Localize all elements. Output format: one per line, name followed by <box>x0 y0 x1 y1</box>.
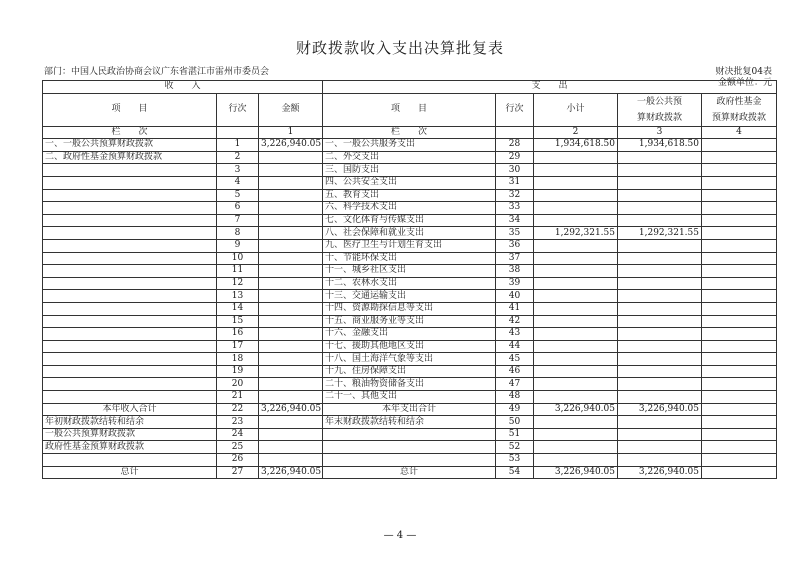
expense-subtotal-cell <box>534 277 618 290</box>
income-amount-cell <box>259 290 323 303</box>
expense-item-cell: 七、文化体育与传媒支出 <box>323 214 496 227</box>
expense-fund-cell <box>702 189 777 202</box>
table-row <box>43 164 777 177</box>
col-4: 4 <box>702 126 777 139</box>
expense-fund-cell <box>702 277 777 290</box>
income-amount-cell <box>259 227 323 240</box>
income-amount-cell <box>259 239 323 252</box>
income-item-cell <box>43 365 217 378</box>
income-item-cell <box>43 252 217 265</box>
income-item-cell <box>43 227 217 240</box>
expense-item-cell: 年末财政拨款结转和结余 <box>323 416 496 429</box>
expense-subtotal-cell <box>534 151 618 164</box>
expense-general-cell: 3,226,940.05 <box>618 466 702 479</box>
income-amount-cell <box>259 353 323 366</box>
expense-row-no-cell: 51 <box>496 428 534 441</box>
expense-row-no-cell: 52 <box>496 441 534 454</box>
income-item-cell <box>43 454 217 467</box>
table-row <box>43 454 777 467</box>
income-item-cell: 本年收入合计 <box>43 403 217 416</box>
expense-item-cell: 三、国防支出 <box>323 164 496 177</box>
income-item-cell <box>43 290 217 303</box>
expense-general-cell <box>618 378 702 391</box>
income-row-no-cell: 17 <box>217 340 259 353</box>
expense-row-no-cell: 41 <box>496 302 534 315</box>
expense-general-cell <box>618 214 702 227</box>
expense-fund-cell <box>702 265 777 278</box>
expense-subtotal-cell <box>534 391 618 404</box>
income-row-no-cell: 12 <box>217 277 259 290</box>
income-item-cell <box>43 265 217 278</box>
income-row-no-cell: 16 <box>217 328 259 341</box>
income-item-cell <box>43 277 217 290</box>
form-code: 财决批复04表 <box>715 67 772 77</box>
income-amount-cell <box>259 151 323 164</box>
expense-subtotal-cell <box>534 239 618 252</box>
expense-subtotal-cell <box>534 252 618 265</box>
expense-row-no-cell: 38 <box>496 265 534 278</box>
expense-row-no-cell: 49 <box>496 403 534 416</box>
expense-row-no-cell: 36 <box>496 239 534 252</box>
expense-subtotal-cell: 1,934,618.50 <box>534 139 618 152</box>
expense-item-cell: 本年支出合计 <box>323 403 496 416</box>
income-row-no-cell: 25 <box>217 441 259 454</box>
income-row-no-cell: 15 <box>217 315 259 328</box>
table-row <box>43 214 777 227</box>
income-amount-cell <box>259 252 323 265</box>
expense-item-cell: 四、公共安全支出 <box>323 176 496 189</box>
expense-subtotal-cell <box>534 302 618 315</box>
expense-item-cell: 二十、粮油物资储备支出 <box>323 378 496 391</box>
income-row-no-cell: 27 <box>217 466 259 479</box>
table-row <box>43 176 777 189</box>
expense-row-no-cell: 30 <box>496 164 534 177</box>
col-3: 3 <box>618 126 702 139</box>
expense-row-no-cell: 29 <box>496 151 534 164</box>
expense-item-cell: 一、一般公共服务支出 <box>323 139 496 152</box>
income-amount-cell <box>259 391 323 404</box>
expense-fund-cell <box>702 365 777 378</box>
income-item-cell: 年初财政拨款结转和结余 <box>43 416 217 429</box>
expense-row-no-cell: 32 <box>496 189 534 202</box>
table-row <box>43 290 777 303</box>
expense-fund-cell <box>702 378 777 391</box>
expense-subtotal-cell <box>534 454 618 467</box>
expense-item-cell: 十六、金融支出 <box>323 328 496 341</box>
expense-subtotal-cell <box>534 189 618 202</box>
income-item-cell <box>43 164 217 177</box>
income-item-cell <box>43 202 217 215</box>
expense-subtotal-cell: 3,226,940.05 <box>534 403 618 416</box>
expense-fund-cell <box>702 340 777 353</box>
expense-subtotal-cell <box>534 164 618 177</box>
unit-label: 金额单位：元 <box>717 78 772 88</box>
income-row-no-cell: 23 <box>217 416 259 429</box>
expense-general-cell: 1,934,618.50 <box>618 139 702 152</box>
table-row <box>43 353 777 366</box>
expense-row-no-cell: 42 <box>496 315 534 328</box>
income-amount-cell <box>259 202 323 215</box>
subtotal-header: 小计 <box>534 93 618 126</box>
income-row-no-cell: 2 <box>217 151 259 164</box>
expense-subtotal-cell <box>534 265 618 278</box>
income-item-cell <box>43 353 217 366</box>
table-row <box>43 428 777 441</box>
table-row <box>43 302 777 315</box>
expense-fund-cell <box>702 416 777 429</box>
expense-fund-cell <box>702 290 777 303</box>
expense-item-cell: 十五、商业服务业等支出 <box>323 315 496 328</box>
table-row <box>43 151 777 164</box>
expense-fund-cell <box>702 328 777 341</box>
income-row-no-cell: 19 <box>217 365 259 378</box>
expense-general-cell <box>618 302 702 315</box>
expense-fund-cell <box>702 353 777 366</box>
expense-fund-cell <box>702 214 777 227</box>
expense-fund-cell <box>702 403 777 416</box>
expense-subtotal-cell <box>534 315 618 328</box>
income-item-cell: 二、政府性基金预算财政拨款 <box>43 151 217 164</box>
expense-item-cell <box>323 441 496 454</box>
expense-fund-cell <box>702 441 777 454</box>
expense-fund-cell <box>702 454 777 467</box>
income-col-label: 栏 次 <box>43 126 217 139</box>
expense-general-cell <box>618 151 702 164</box>
expense-general-cell <box>618 164 702 177</box>
income-row-no-header: 行次 <box>217 93 259 126</box>
expense-item-cell: 十二、农林水支出 <box>323 277 496 290</box>
expense-item-cell: 十、节能环保支出 <box>323 252 496 265</box>
expense-item-cell: 五、教育支出 <box>323 189 496 202</box>
expense-general-cell <box>618 340 702 353</box>
expense-row-no-cell: 28 <box>496 139 534 152</box>
expense-fund-cell <box>702 302 777 315</box>
income-amount-cell <box>259 164 323 177</box>
income-item-cell: 一般公共预算财政拨款 <box>43 428 217 441</box>
income-item-header: 项 目 <box>43 93 217 126</box>
expense-item-cell: 十三、交通运输支出 <box>323 290 496 303</box>
expense-col-label: 栏 次 <box>323 126 496 139</box>
expense-row-no-cell: 35 <box>496 227 534 240</box>
expense-fund-cell <box>702 164 777 177</box>
expense-fund-cell <box>702 428 777 441</box>
income-amount-cell <box>259 302 323 315</box>
table-row <box>43 340 777 353</box>
expense-subtotal-cell <box>534 328 618 341</box>
expense-fund-cell <box>702 315 777 328</box>
expense-col-no-blank <box>496 126 534 139</box>
expense-general-cell <box>618 428 702 441</box>
expense-general-cell <box>618 353 702 366</box>
expense-subtotal-cell <box>534 202 618 215</box>
expense-item-cell: 十一、城乡社区支出 <box>323 265 496 278</box>
income-row-no-cell: 26 <box>217 454 259 467</box>
income-amount-cell <box>259 340 323 353</box>
expense-subtotal-cell <box>534 441 618 454</box>
income-row-no-cell: 5 <box>217 189 259 202</box>
expense-general-cell <box>618 265 702 278</box>
income-row-no-cell: 21 <box>217 391 259 404</box>
income-row-no-cell: 7 <box>217 214 259 227</box>
income-row-no-cell: 20 <box>217 378 259 391</box>
expense-item-cell: 八、社会保障和就业支出 <box>323 227 496 240</box>
income-amount-cell <box>259 315 323 328</box>
expense-item-cell <box>323 428 496 441</box>
income-amount-cell: 3,226,940.05 <box>259 466 323 479</box>
expense-row-no-cell: 33 <box>496 202 534 215</box>
expense-general-cell <box>618 189 702 202</box>
col-1: 1 <box>259 126 323 139</box>
expense-row-no-cell: 50 <box>496 416 534 429</box>
expense-row-no-cell: 48 <box>496 391 534 404</box>
income-amount-header: 金额 <box>259 93 323 126</box>
expense-subtotal-cell <box>534 176 618 189</box>
expense-general-cell <box>618 416 702 429</box>
income-item-cell <box>43 378 217 391</box>
expense-general-cell <box>618 365 702 378</box>
table-row <box>43 239 777 252</box>
income-item-cell <box>43 302 217 315</box>
expense-general-cell <box>618 328 702 341</box>
income-amount-cell <box>259 189 323 202</box>
expense-item-cell: 十七、援助其他地区支出 <box>323 340 496 353</box>
expense-fund-cell <box>702 227 777 240</box>
col-2: 2 <box>534 126 618 139</box>
table-row <box>43 277 777 290</box>
expense-general-cell: 1,292,321.55 <box>618 227 702 240</box>
expense-fund-cell <box>702 202 777 215</box>
expense-general-cell <box>618 176 702 189</box>
expense-row-no-cell: 39 <box>496 277 534 290</box>
page-title: 财政拨款收入支出决算批复表 <box>295 39 504 57</box>
expense-row-no-cell: 54 <box>496 466 534 479</box>
expense-section-header: 支 出 <box>323 81 777 94</box>
expense-subtotal-cell <box>534 290 618 303</box>
expense-item-cell: 二十一、其他支出 <box>323 391 496 404</box>
expense-fund-cell <box>702 239 777 252</box>
table-row <box>43 391 777 404</box>
table-row <box>43 378 777 391</box>
income-amount-cell <box>259 378 323 391</box>
expense-general-cell <box>618 391 702 404</box>
table-row <box>43 466 777 479</box>
income-row-no-cell: 9 <box>217 239 259 252</box>
expense-subtotal-cell <box>534 416 618 429</box>
expense-general-cell <box>618 252 702 265</box>
expense-item-cell <box>323 454 496 467</box>
expense-general-cell <box>618 277 702 290</box>
income-item-cell <box>43 391 217 404</box>
income-row-no-cell: 6 <box>217 202 259 215</box>
table-row <box>43 315 777 328</box>
expense-general-cell <box>618 290 702 303</box>
income-item-cell <box>43 315 217 328</box>
income-amount-cell <box>259 365 323 378</box>
income-item-cell: 总计 <box>43 466 217 479</box>
income-item-cell: 一、一般公共预算财政拨款 <box>43 139 217 152</box>
expense-fund-cell <box>702 139 777 152</box>
table-row <box>43 265 777 278</box>
table-row <box>43 416 777 429</box>
table-row <box>43 139 777 152</box>
expense-row-no-cell: 44 <box>496 340 534 353</box>
income-amount-cell: 3,226,940.05 <box>259 403 323 416</box>
expense-subtotal-cell <box>534 365 618 378</box>
fund-budget-header: 政府性基金 预算财政拨款 <box>702 93 777 126</box>
income-amount-cell <box>259 441 323 454</box>
table-row <box>43 328 777 341</box>
income-amount-cell <box>259 428 323 441</box>
income-amount-cell: 3,226,940.05 <box>259 139 323 152</box>
department-label: 部门：中国人民政治协商会议广东省湛江市雷州市委员会 <box>44 67 270 77</box>
table-row <box>43 365 777 378</box>
income-item-cell <box>43 214 217 227</box>
expense-row-no-header: 行次 <box>496 93 534 126</box>
income-row-no-cell: 4 <box>217 176 259 189</box>
expense-row-no-cell: 37 <box>496 252 534 265</box>
page-number: — 4 — <box>383 530 417 541</box>
table-row <box>43 189 777 202</box>
expense-fund-cell <box>702 466 777 479</box>
income-section-header: 收 入 <box>43 81 323 94</box>
income-item-cell <box>43 189 217 202</box>
expense-fund-cell <box>702 176 777 189</box>
table-row <box>43 227 777 240</box>
expense-item-cell: 十四、资源勘探信息等支出 <box>323 302 496 315</box>
expense-fund-cell <box>702 252 777 265</box>
income-row-no-cell: 22 <box>217 403 259 416</box>
expense-row-no-cell: 31 <box>496 176 534 189</box>
expense-row-no-cell: 47 <box>496 378 534 391</box>
expense-subtotal-cell <box>534 214 618 227</box>
expense-item-cell: 总计 <box>323 466 496 479</box>
income-item-cell <box>43 176 217 189</box>
income-item-cell <box>43 340 217 353</box>
income-row-no-cell: 3 <box>217 164 259 177</box>
expense-general-cell <box>618 239 702 252</box>
income-amount-cell <box>259 265 323 278</box>
income-row-no-cell: 18 <box>217 353 259 366</box>
income-item-cell: 政府性基金预算财政拨款 <box>43 441 217 454</box>
income-amount-cell <box>259 214 323 227</box>
expense-subtotal-cell <box>534 353 618 366</box>
expense-subtotal-cell: 1,292,321.55 <box>534 227 618 240</box>
expense-item-cell: 六、科学技术支出 <box>323 202 496 215</box>
expense-row-no-cell: 43 <box>496 328 534 341</box>
expense-row-no-cell: 34 <box>496 214 534 227</box>
income-item-cell <box>43 328 217 341</box>
expense-item-cell: 十九、住房保障支出 <box>323 365 496 378</box>
income-row-no-cell: 10 <box>217 252 259 265</box>
table-row <box>43 202 777 215</box>
income-row-no-cell: 1 <box>217 139 259 152</box>
budget-table <box>42 80 777 479</box>
income-row-no-cell: 11 <box>217 265 259 278</box>
expense-fund-cell <box>702 151 777 164</box>
expense-general-cell: 3,226,940.05 <box>618 403 702 416</box>
income-row-no-cell: 14 <box>217 302 259 315</box>
expense-general-cell <box>618 202 702 215</box>
table-row <box>43 403 777 416</box>
expense-subtotal-cell <box>534 340 618 353</box>
income-amount-cell <box>259 176 323 189</box>
income-col-no-blank <box>217 126 259 139</box>
expense-general-cell <box>618 454 702 467</box>
table-row <box>43 441 777 454</box>
table-body <box>43 139 777 479</box>
income-amount-cell <box>259 328 323 341</box>
expense-general-cell <box>618 315 702 328</box>
expense-subtotal-cell: 3,226,940.05 <box>534 466 618 479</box>
income-row-no-cell: 24 <box>217 428 259 441</box>
table-row <box>43 252 777 265</box>
general-budget-header: 一般公共预 算财政拨款 <box>618 93 702 126</box>
income-amount-cell <box>259 416 323 429</box>
expense-item-cell: 九、医疗卫生与计划生育支出 <box>323 239 496 252</box>
income-row-no-cell: 8 <box>217 227 259 240</box>
expense-item-cell: 二、外交支出 <box>323 151 496 164</box>
income-amount-cell <box>259 277 323 290</box>
income-amount-cell <box>259 454 323 467</box>
expense-item-cell: 十八、国土海洋气象等支出 <box>323 353 496 366</box>
expense-row-no-cell: 53 <box>496 454 534 467</box>
expense-item-header: 项 目 <box>323 93 496 126</box>
expense-general-cell <box>618 441 702 454</box>
expense-subtotal-cell <box>534 378 618 391</box>
income-item-cell <box>43 239 217 252</box>
expense-row-no-cell: 40 <box>496 290 534 303</box>
expense-subtotal-cell <box>534 428 618 441</box>
expense-row-no-cell: 45 <box>496 353 534 366</box>
expense-row-no-cell: 46 <box>496 365 534 378</box>
income-row-no-cell: 13 <box>217 290 259 303</box>
expense-fund-cell <box>702 391 777 404</box>
